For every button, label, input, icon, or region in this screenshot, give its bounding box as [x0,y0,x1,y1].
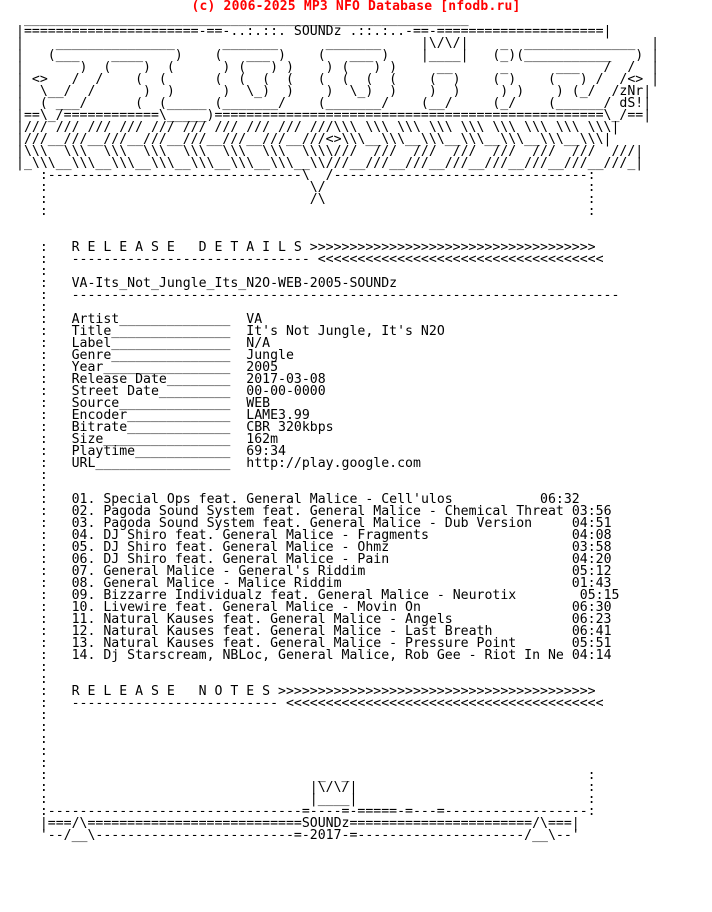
detail-label-size: Size________________ [71,432,231,447]
logo-ascii-art: ________________________________________________________ |======================-==-..:.::. SOUNDz .::.:..-==-=====================| | _______________ _______ _______ |\/\/| _ ______________ | | (___ ____ ) ( ___ ) ( ___ ) |____| (_)(___________ ) | | ) ( ) ( ) ( ) ) ) ( ) ) __ _ ___ / / | | <> / / ( ( ( ( ( ( ( ( ( ( ( ) ( ) ( ) / /<> | | \__/ / ) ) ) \_) ) ) \_) ) ) ) ) ) ) (_/ /zNr| | ( ___/ ( (_____ (_______/ (_______/ (__/ (_/ (______/ dS!| |==\_/============\_____)=================================================\_/==| |/// /// /// /// /// /// /// /// /// ///\\\ \\\ \\\ \\\ \\\ \\\ \\\ \\\ \\\| |///__///__///__///__///__///__///__///<>\\\__\\\__\\\__\\\__\\\__\\\__\\\| |\\\ \\\ \\\ \\\ \\\ \\\ \\\ \\\\/// /// /// /// /// /// /// ///| |_\\\__\\\__\\\__\\\__\\\__\\\__\\\__\\///__///__///__///__///__///__///__///_| :--------------------------------\ /--------------------------------: : \/ : : /\ : : : [16,12,660,219]
track-title: Bizzarre Individualz feat. General Malice - Neurotix [103,588,517,603]
detail-label-release-date: Release Date________ [71,372,231,387]
footer-ascii-art: : _ _ : : |\/\/| : : |____| : :--------------------------------=----=-=====-=---=------------------: |===/\===========================SOUNDz=======================/\===| '--/__\-------------------------=-2017-=---------------------/__\--' [39,768,596,843]
detail-value-release-date: 2017-03-08 [246,372,326,387]
detail-value-url: http://play.google.com [246,456,421,471]
detail-value-genre: Jungle [246,348,294,363]
release-details-rule: ------------------------------ <<<<<<<<<<<<<<<<<<<<<<<<<<<<<<<<<<<< [71,252,604,267]
detail-label-artist: Artist______________ [71,312,231,327]
detail-label-encoder: Encoder_____________ [71,408,231,423]
detail-value-size: 162m [246,432,279,447]
track-title: Special Ops feat. General Malice - Cell'ulos [103,492,453,507]
track-time: 04:51 [571,516,612,531]
detail-value-playtime: 69:34 [246,444,286,459]
track-title: Natural Kauses feat. General Malice - Pressure Point [103,636,517,651]
release-name-rule: --------------------------------------------------------------------- [71,288,620,303]
track-number: 09. [71,588,96,603]
nfo-document: ________________________________________________________ |======================-==-..:.::. SOUNDz .::.:..-==-=====================| | _______________ _______ _______ |\/\/| _ ______________ | | (___ ____ ) ( ___ ) ( ___ ) |____| (_)(___________ ) | | ) ( ) ( ) ( ) ) ) ( ) ) __ _ ___ / / | | <> / / ( ( ( ( ( ( ( ( ( ( ( ) ( ) ( ) / /<> | | \__/ / ) ) ) \_) ) ) \_) ) ) ) ) ) ) (_/ /zNr| | ( ___/ ( (_____ (_______/ (_______/ (__/ (_/ (______/ dS!| |==\_/============\_____)=================================================\_/==| |/// /// /// /// /// /// /// /// /// ///\\\ \\\ \\\ \\\ \\\ \\\ \\\ \\\ \\\| |///__///__///__///__///__///__///__///<>\\\__\\\__\\\__\\\__\\\__\\\__\\\| |\\\ \\\ \\\ \\\ \\\ \\\ \\\ \\\\/// /// /// /// /// /// /// ///| |_\\\__\\\__\\\__\\\__\\\__\\\__\\\__\\///__///__///__///__///__///__///__///_| :--------------------------------\ /--------------------------------: : \/ : : /\ : : : : R E L E A S E D E T A I L S >>>>>>>>>>>>>>>>>>>>>>>>>>>>>>>>>>>> : ------------------------------ <<<<<<<<<<<<<<<<<<<<<<<<<<<<<<<<<<<< : : VA-Its_Not_Jungle_Its_N2O-WEB-2005-SOUNDz : --------------------------------------------------------------------- : : Artist______________ VA : Title_______________ It's Not Jungle, It's N2O : Label_______________ N/A : Genre_______________ Jungle : Year________________ 2005 : Release Date________ 2017-03-08 : Street Date_________ 00-00-0000 : Source______________ WEB : Encoder_____________ LAME3.99 : Bitrate_____________ CBR 320kbps : Size________________ 162m : Playtime____________ 69:34 : URL_________________ http://play.google.com : : : 01. Special Ops feat. General Malice - Cell'ulos 06:32 : 02. Pagoda Sound System feat. General Malice - Chemical Threat 03:56 : 03. Pagoda Sound System feat. General Malice - Dub Version 04:51 : 04. DJ Shiro feat. General Malice - Fragments 04:08 : 05. DJ Shiro feat. General Malice - Ohmz 03:58 : 06. DJ Shiro feat. General Malice - Pain 04:20 : 07. General Malice - General's Riddim 05:12 : 08. General Malice - Malice Riddim 01:43 : 09. Bizzarre Individualz feat. General Malice - Neurotix 05:15 : 10. Livewire feat. General Malice - Movin On 06:30 : 11. Natural Kauses feat. General Malice - Angels 06:23 : 12. Natural Kauses feat. General Malice - Last Breath 06:41 : 13. Natural Kauses feat. General Malice - Pressure Point 05:51 : 14. Dj Starscream, NBLoc, General Malice, Rob Gee - Riot In Ne 04:14 : : : R E L E A S E N O T E S >>>>>>>>>>>>>>>>>>>>>>>>>>>>>>>>>>>>>>>> : -------------------------- <<<<<<<<<<<<<<<<<<<<<<<<<<<<<<<<<<<<<<<< : : : : : : _ _ : : |\/\/| : : |____| : :--------------------------------=----=-=====-=---=------------------: |===/\===========================SOUNDz=======================/\===| '--/__\-------------------------=-2017-=---------------------/__\--' [16,12,660,843]
track-time: 03:58 [571,540,612,555]
release-notes-heading: R E L E A S E N O T E S >>>>>>>>>>>>>>>>>>>>>>>>>>>>>>>>>>>>>>>> [71,684,596,699]
track-number: 06. [71,552,96,567]
track-time: 05:15 [579,588,620,603]
track-number: 14. [71,648,96,663]
track-title: Dj Starscream, NBLoc, General Malice, Rob Gee - Riot In Ne [103,648,564,663]
release-notes-rule: -------------------------- <<<<<<<<<<<<<<<<<<<<<<<<<<<<<<<<<<<<<<<< [71,696,604,711]
track-title: Pagoda Sound System feat. General Malice - Chemical Threat [103,504,564,519]
detail-label-source: Source______________ [71,396,231,411]
detail-label-year: Year________________ [71,360,231,375]
detail-label-url: URL_________________ [71,456,231,471]
track-title: DJ Shiro feat. General Malice - Ohmz [103,540,390,555]
track-time: 06:41 [571,624,612,639]
track-time: 04:14 [571,648,612,663]
site-header: (c) 2006-2025 MP3 NFO Database [nfodb.ru] [191,0,521,14]
track-number: 11. [71,612,96,627]
detail-label-playtime: Playtime____________ [71,444,231,459]
detail-label-bitrate: Bitrate_____________ [71,420,231,435]
track-title: General Malice - Malice Riddim [103,576,342,591]
track-title: Natural Kauses feat. General Malice - Angels [103,612,453,627]
track-time: 06:30 [571,600,612,615]
detail-value-label: N/A [246,336,271,351]
track-time: 01:43 [571,576,612,591]
track-number: 12. [71,624,96,639]
track-number: 04. [71,528,96,543]
detail-value-title: It's Not Jungle, It's N2O [246,324,445,339]
detail-value-year: 2005 [246,360,279,375]
detail-value-source: WEB [246,396,271,411]
track-number: 02. [71,504,96,519]
detail-label-street-date: Street Date_________ [71,384,231,399]
track-number: 10. [71,600,96,615]
track-title: DJ Shiro feat. General Malice - Pain [103,552,390,567]
detail-value-encoder: LAME3.99 [246,408,310,423]
track-time: 05:12 [571,564,612,579]
track-time: 03:56 [571,504,612,519]
detail-value-artist: VA [246,312,263,327]
track-time: 05:51 [571,636,612,651]
track-time: 06:32 [540,492,580,507]
release-details-heading: R E L E A S E D E T A I L S >>>>>>>>>>>>>>>>>>>>>>>>>>>>>>>>>>>> [71,240,596,255]
track-title: Natural Kauses feat. General Malice - Last Breath [103,624,493,639]
track-number: 03. [71,516,96,531]
track-title: DJ Shiro feat. General Malice - Fragments [103,528,429,543]
detail-label-title: Title_______________ [71,324,231,339]
track-number: 01. [71,492,96,507]
track-number: 13. [71,636,96,651]
track-title: Livewire feat. General Malice - Movin On [103,600,421,615]
detail-value-street-date: 00-00-0000 [246,384,326,399]
detail-label-label: Label_______________ [71,336,231,351]
track-time: 04:20 [571,552,612,567]
track-title: General Malice - General's Riddim [103,564,366,579]
track-time: 06:23 [571,612,612,627]
track-title: Pagoda Sound System feat. General Malice - Dub Version [103,516,533,531]
detail-label-genre: Genre_______________ [71,348,231,363]
detail-value-bitrate: CBR 320kbps [246,420,334,435]
track-number: 08. [71,576,96,591]
track-number: 05. [71,540,96,555]
track-time: 04:08 [571,528,612,543]
track-number: 07. [71,564,96,579]
release-name: VA-Its_Not_Jungle_Its_N2O-WEB-2005-SOUNDz [71,276,398,291]
